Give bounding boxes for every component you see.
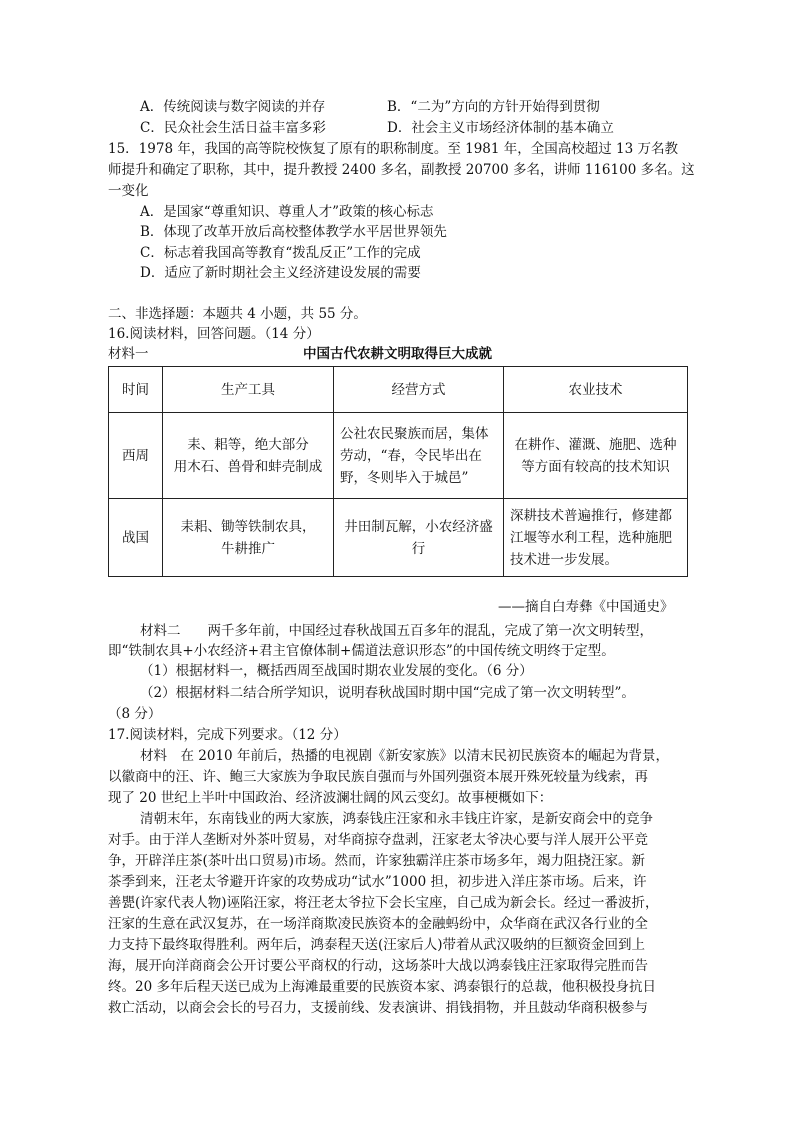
material2-line-1: 材料二 两千多年前，中国经过春秋战国五百多年的混乱，完成了第一次文明转型， (140, 623, 653, 639)
table-cell: 西周 (109, 413, 163, 499)
section-2-heading: 二、非选择题：本题共 4 小题，共 55 分。 (108, 306, 367, 322)
q14-option-b: B．“二为”方向的方针开始得到贯彻 (387, 99, 600, 115)
table-cell: 井田制瓦解，小农经济盛 行 (334, 499, 504, 577)
q15-stem-line-1: 15．1978 年，我国的高等院校恢复了原有的职称制度。至 1981 年，全国高校超过 13 万名教 (108, 141, 679, 157)
q14-option-a: A．传统阅读与数字阅读的并存 (140, 99, 326, 115)
q15-option-a: A．是国家“尊重知识、尊重人才”政策的核心标志 (140, 204, 434, 220)
q14-options-row-1 (140, 97, 700, 117)
table-cell: 耒、耜等，绝大部分 用木石、兽骨和蚌壳制成 (163, 413, 334, 499)
table-row (109, 499, 688, 577)
material1-title: 中国古代农耕文明取得巨大成就 (303, 346, 492, 362)
q17-title: 17.阅读材料，完成下列要求。（12 分） (108, 727, 347, 743)
q16-question-2-score: （8 分） (108, 706, 162, 722)
table-header-cell: 农业技术 (504, 367, 688, 413)
q14-options-row-2 (140, 118, 700, 138)
q16-question-1: （1）根据材料一，概括西周至战国时期农业发展的变化。（6 分） (140, 663, 533, 679)
material1-table (108, 366, 688, 577)
q15-option-b: B．体现了改革开放后高校整体教学水平居世界领先 (140, 224, 447, 240)
table-header-cell: 经营方式 (334, 367, 504, 413)
q16-question-2: （2）根据材料二结合所学知识，说明春秋战国时期中国“完成了第一次文明转型”。 (140, 685, 635, 701)
q17-story-line-7: 力支持下最终取得胜利。两年后，鸿泰程天送(汪家后人)带着从武汉吸纳的巨额资金回到上 (108, 937, 646, 953)
q17-story-line-9: 终。20 多年后程天送已成为上海滩最重要的民族资本家、鸿泰银行的总裁，他积极投身抗日 (108, 979, 656, 995)
q17-material-line-2: 以徽商中的汪、许、鲍三大家族为争取民族自强而与外国列强资本展开殊死较量为线索，再 (108, 769, 648, 785)
q17-story-line-2: 对手。由于洋人垄断对外茶叶贸易，对华商掠夺盘剥，汪家老太爷决心要与洋人展开公平竞 (108, 832, 648, 848)
q17-story-line-6: 汪家的生意在武汉复苏，在一场洋商欺凌民族资本的金融蚂纷中，众华商在武汉各行业的全 (108, 916, 648, 932)
table-cell: 耒耜、锄等铁制农具， 牛耕推广 (163, 499, 334, 577)
table-header-row (109, 367, 688, 413)
table-cell: 在耕作、灌溉、施肥、选种 等方面有较高的技术知识 (504, 413, 688, 499)
q15-option-d: D．适应了新时期社会主义经济建设发展的需要 (140, 265, 421, 281)
q15-stem-line-2: 师提升和确定了职称，其中，提升教授 2400 多名，副教授 20700 多名，讲师 116100 多名。这 (108, 162, 695, 178)
table-cell: 深耕技术普遍推行，修建都 江堰等水利工程，选种施肥 技术进一步发展。 (504, 499, 688, 577)
q17-story-line-3: 争，开辟洋庄茶(茶叶出口贸易)市场。然而，许家独霸洋庄茶市场多年，竭力阻挠汪家。新 (108, 853, 646, 869)
material2-line-2: 即“铁制农具+小农经济+君主官僚体制+儒道法意识形态”的中国传统文明终于定型。 (108, 643, 615, 659)
q16-title: 16.阅读材料，回答问题。（14 分） (108, 326, 320, 342)
material1-source: ——摘自白寿彝《中国通史》 (498, 599, 674, 615)
q17-material-line-1: 材料 在 2010 年前后，热播的电视剧《新安家族》以清末民初民族资本的崛起为背景， (140, 748, 669, 764)
q17-story-line-1: 清朝末年，东南钱业的两大家族，鸿泰钱庄汪家和永丰钱庄许家，是新安商会中的竞争 (140, 811, 653, 827)
table-cell: 战国 (109, 499, 163, 577)
table-row (109, 413, 688, 499)
q17-story-line-5: 善甖(许家代表人物)诬陷汪家，将汪老太爷拉下会长宝座，自己成为新会长。经过一番波折， (108, 895, 659, 911)
material1-label: 材料一 (108, 346, 149, 362)
q15-option-c: C．标志着我国高等教育“拨乱反正”工作的完成 (140, 245, 421, 261)
q14-option-d: D．社会主义市场经济体制的基本确立 (387, 120, 614, 136)
table-header-cell: 时间 (109, 367, 163, 413)
q17-material-line-3: 现了 20 世纪上半叶中国政治、经济波澜壮阔的风云变幻。故事梗概如下： (108, 790, 553, 806)
q17-story-line-4: 茶季到来，汪老太爷避开许家的攻势成功“试水”1000 担，初步进入洋庄茶市场。后来，许 (108, 874, 647, 890)
table-cell: 公社农民聚族而居，集体 劳动，“春，令民毕出在 野，冬则毕入于城邑” (334, 413, 504, 499)
q17-story-line-8: 海，展开向洋商商会公开讨要公平商权的行动，这场茶叶大战以鸿泰钱庄汪家取得完胜而告 (108, 958, 648, 974)
q17-story-line-10: 救亡活动，以商会会长的号召力，支援前线、发表演讲、捐钱捐物，并且鼓动华商积极参与 (108, 1000, 648, 1016)
q15-stem-line-3: 一变化 (108, 183, 149, 199)
q14-option-c: C．民众社会生活日益丰富多彩 (140, 120, 326, 136)
table-header-cell: 生产工具 (163, 367, 334, 413)
